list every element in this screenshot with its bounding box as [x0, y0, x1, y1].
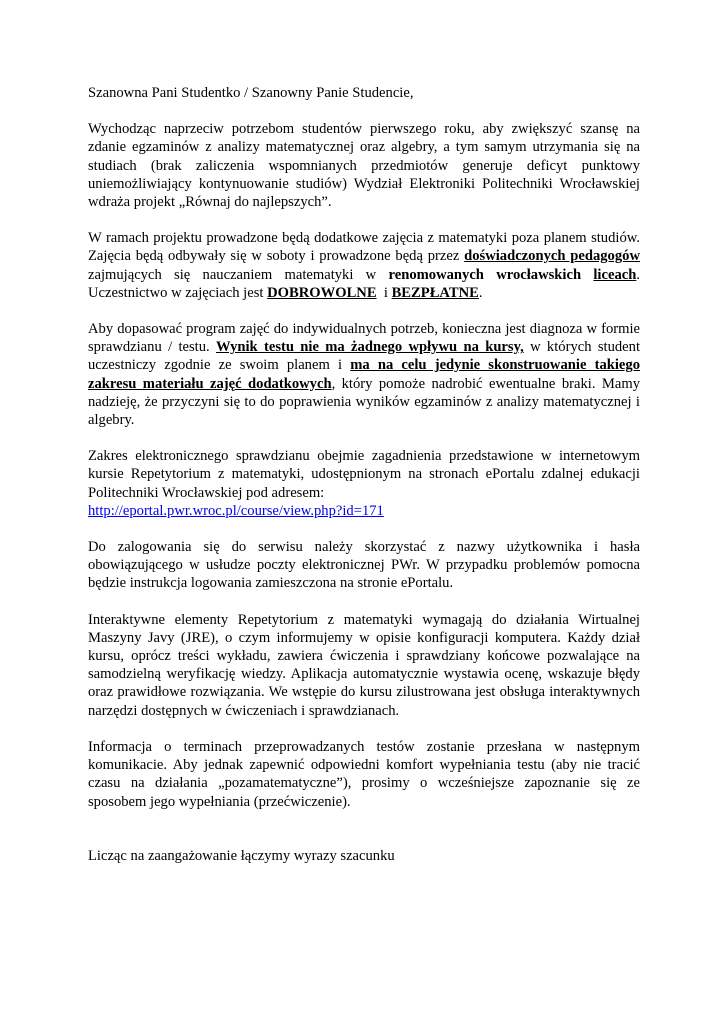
paragraph-test — [88, 320, 640, 429]
paragraph-java: Interaktywne elementy Repetytorium z matematyki wymagają do działania Wirtualnej Maszyny Javy (JRE), o czym informujemy w opisie konfiguracji komputera. Każdy dział kursu, oprócz treści wykładu, zawiera ćwiczenia i sprawdziany końcowe pozwalające na samodzielną weryfikację wiedzy. Aplikacja automatycznie wystawia ocenę, wskazuje błędy oraz prawidłowe rozwiązania. We wstępie do kursu zilustrowana jest obsługa interaktywnych narzędzi dostępnych w ćwiczeniach i sprawdzianach. — [88, 611, 640, 719]
emphasis-experienced-teachers: doświadczonych pedagogów — [464, 248, 640, 265]
emphasis-purpose: ma na celu jedynie skonstruowanie takiego zakresu materiału zajęć dodatkowych — [88, 357, 640, 392]
text-run: i — [376, 284, 392, 301]
emphasis-no-impact: Wynik testu nie ma żadnego wpływu na kursy, — [216, 339, 524, 356]
paragraph-schedule: Informacja o terminach przeprowadzanych testów zostanie przesłana w następnym komunikacie. Aby jednak zapewnić odpowiedni komfort wypełniania testu (aby nie tracić czasu na działania „pozamatematyczne”), prosimy o wcześniejsze zapoznanie się ze sposobem jego wypełniania (przećwiczenie). — [88, 738, 640, 810]
text-run: w których student uczestniczy zgodnie ze swoim planem i — [88, 339, 640, 374]
emphasis-voluntary: DOBROWOLNE — [267, 284, 377, 301]
text-run: zajmujących się nauczaniem matematyki w — [88, 266, 389, 283]
paragraph-login: Do zalogowania się do serwisu należy skorzystać z nazwy użytkownika i hasła obowiązującego w usłudze poczty elektronicznej PWr. W przypadku problemów pomocna będzie instrukcja logowania zamieszczona na stronie ePortalu. — [88, 539, 640, 592]
text-run: . — [478, 284, 483, 301]
paragraph-classes — [88, 229, 640, 302]
paragraph-scope — [88, 447, 640, 520]
letter-body — [88, 84, 640, 883]
emphasis-free: BEZPŁATNE — [391, 284, 479, 301]
emphasis-renowned: renomowanych wrocławskich — [388, 266, 582, 283]
text-run: W ramach projektu prowadzone będą dodatkowe zajęcia z matematyki poza planem studiów. Zajęcia będą odbywały się w soboty i prowadzone będą przez — [88, 230, 640, 265]
greeting: Szanowna Pani Studentko / Szanowny Panie Studencie, — [88, 85, 414, 101]
text-run: . Uczestnictwo w zajęciach jest — [88, 266, 640, 301]
paragraph-intro: Wychodząc naprzeciw potrzebom studentów pierwszego roku, aby zwiększyć szansę na zdanie egzaminów z analizy matematycznej oraz algebry, a tym samym utrzymania się na studiach (brak zaliczenia wspomnianych przedmiotów generuje deficyt punktowy uniemożliwiający kontynuowanie studiów) Wydział Elektroniki Politechniki Wrocławskiej wdraża projekt „Równaj do najlepszych”. — [88, 121, 640, 211]
eportal-link[interactable]: http://eportal.pwr.wroc.pl/course/view.php?id=171 — [88, 502, 384, 519]
text-run — [581, 267, 593, 283]
closing: Licząc na zaangażowanie łączymy wyrazy szacunku — [88, 847, 395, 864]
emphasis-high-schools: liceach — [593, 266, 637, 283]
text-run: Aby dopasować program zajęć do indywidualnych potrzeb, konieczna jest diagnoza w formie sprawdzianu / testu. — [88, 321, 640, 356]
text-run: , który pomoże nadrobić ewentualne braki. Mamy nadzieję, że przyczyni się to do poprawienia wyników egzaminów z analizy matematycznej i algebry. — [88, 375, 640, 429]
text-run: Zakres elektronicznego sprawdzianu obejmie zagadnienia przedstawione w internetowym kursie Repetytorium z matematyki, udostępnionym na stronach ePortalu zdalnej edukacji Politechniki Wrocławskiej pod adresem: — [88, 448, 640, 501]
